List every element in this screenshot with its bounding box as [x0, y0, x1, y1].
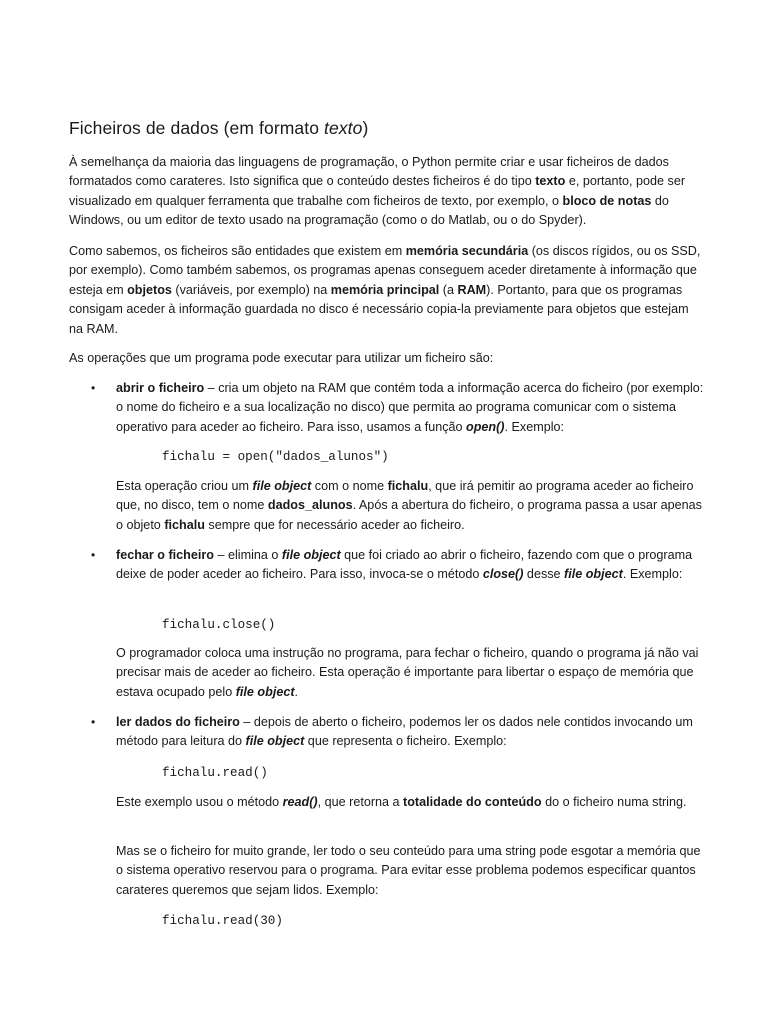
open-explanation: Esta operação criou um file object com o nome fichalu, que irá pemitir ao programa aceder ao ficheiro que, no disco, tem o nome dados_alunos. Após a abertura do ficheiro, o programa passa a usar apenas o objeto fichalu sempre que for necessário aceder ao ficheiro.	[116, 479, 702, 532]
close-explanation: O programador coloca uma instrução no programa, para fechar o ficheiro, quando o programa já não vai precisar mais de aceder ao ficheiro. Esta operação é importante para libertar o espaço de memória que estava ocupado pelo file object.	[116, 646, 699, 699]
code-read: fichalu.read()	[162, 766, 268, 780]
read-explanation: Este exemplo usou o método read(), que retorna a totalidade do conteúdo do o ficheiro numa string.	[116, 795, 687, 809]
page-title: Ficheiros de dados (em formato texto)	[69, 118, 369, 138]
read-limit-explanation: Mas se o ficheiro for muito grande, ler todo o seu conteúdo para uma string pode esgotar a memória que o sistema operativo reservou para o programa. Para evitar esse problema podemos especificar quantos carateres queremos que sejam lidos. Exemplo:	[116, 844, 701, 897]
list-item-open: abrir o ficheiro – cria um objeto na RAM que contém toda a informação acerca do ficheiro (por exemplo: o nome do ficheiro e a sua localização no disco) que permita ao programa comunicar com o sistema operativo para aceder ao ficheiro. Para isso, usamos a função open(). Exemplo:	[116, 381, 704, 434]
list-item-close: fechar o ficheiro – elimina o file object que foi criado ao abrir o ficheiro, fazendo com que o programa deixe de poder aceder ao ficheiro. Para isso, invoca-se o método close() desse file object. Exemplo:	[116, 548, 693, 582]
bullet-marker: •	[91, 715, 96, 729]
bullet-marker: •	[91, 381, 96, 395]
bullet-marker: •	[91, 548, 96, 562]
code-read-30: fichalu.read(30)	[162, 914, 283, 928]
list-item-read: ler dados do ficheiro – depois de aberto o ficheiro, podemos ler os dados nele contidos invocando um método para leitura do file object que representa o ficheiro. Exemplo:	[116, 715, 693, 749]
intro-paragraph: À semelhança da maioria das linguagens de programação, o Python permite criar e usar ficheiros de dados formatados como carateres. Isto significa que o conteúdo destes ficheiros é do tipo texto e, portanto, pode ser visualizado em qualquer ferramenta que trabalhe com ficheiros de texto, por exemplo, o bloco de notas do Windows, ou um editor de texto usado na programação (como o do Matlab, ou o do Spyder).	[69, 155, 686, 228]
code-close: fichalu.close()	[162, 618, 276, 632]
operations-intro: As operações que um programa pode executar para utilizar um ficheiro são:	[69, 351, 494, 365]
memory-paragraph: Como sabemos, os ficheiros são entidades que existem em memória secundária (os discos rígidos, ou os SSD, por exemplo). Como também sabemos, os programas apenas conseguem aceder diretamente à informação que esteja em objetos (variáveis, por exemplo) na memória principal (a RAM). Portanto, para que os programas consigam aceder à informação guardada no disco é necessário copia-la previamente para objetos que estejam na RAM.	[69, 244, 701, 336]
code-open: fichalu = open("dados_alunos")	[162, 450, 389, 464]
